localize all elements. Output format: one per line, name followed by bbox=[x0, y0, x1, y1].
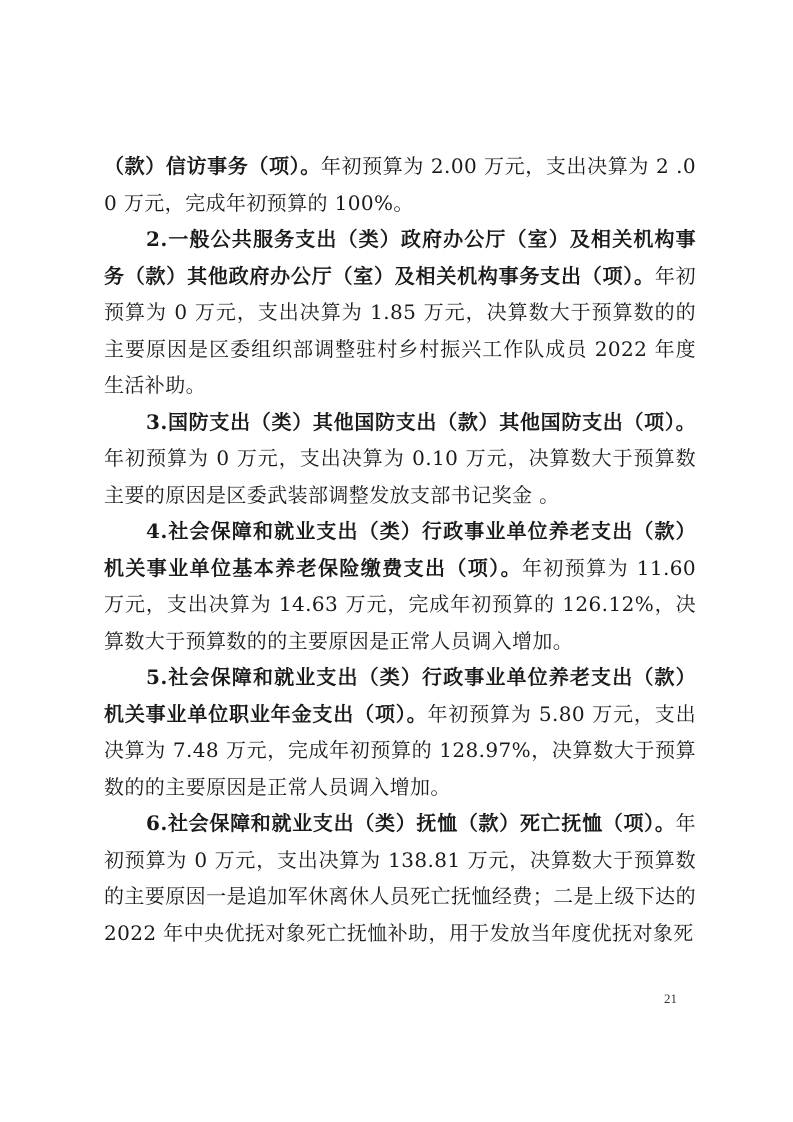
item-description: 年初预算为 0 万元，支出决算为 0.10 万元，决算数大于预算数主要的原因是区委武装部调整发放支部书记奖金 。 bbox=[104, 446, 696, 507]
paragraph-item-3 bbox=[104, 404, 696, 514]
item-heading: 2.一般公共服务支出（类）政府办公厅（室）及相关机构事务（款）其他政府办公厅（室）及相关机构事务支出（项）。 bbox=[104, 227, 696, 288]
page-number: 21 bbox=[664, 991, 677, 1006]
item-heading: 4.社会保障和就业支出（类）行政事业单位养老支出（款）机关事业单位基本养老保险缴费支出（项）。 bbox=[104, 519, 696, 580]
item-heading: 6.社会保障和就业支出（类）抚恤（款）死亡抚恤（项）。 bbox=[146, 811, 676, 835]
item-heading: 3.国防支出（类）其他国防支出（款）其他国防支出（项）。 bbox=[146, 409, 696, 434]
paragraph-xinfang bbox=[104, 148, 696, 221]
paragraph-item-2 bbox=[104, 221, 696, 404]
paragraph-item-4 bbox=[104, 513, 696, 659]
item-heading: （款）信访事务（项）。 bbox=[104, 154, 321, 178]
body-text bbox=[104, 148, 696, 951]
item-description: 年初预算为 2.00 万元，支出决算为 2 .00 万元，完成年初预算的 100%。 bbox=[104, 154, 696, 215]
item-description: 年初预算为 11.60 万元，支出决算为 14.63 万元，完成年初预算的 126.12%，决算数大于预算数的的主要原因是正常人员调入增加。 bbox=[104, 555, 697, 653]
paragraph-item-5 bbox=[104, 659, 696, 805]
item-description: 年初预算为 0 万元，支出决算为 138.81 万元，决算数大于预算数的主要原因一是追加军休离休人员死亡抚恤经费；二是上级下达的 2022 年中央优抚对象死亡抚恤补助，用于发放当年度优抚对象死 bbox=[104, 811, 696, 945]
item-heading: 5.社会保障和就业支出（类）行政事业单位养老支出（款）机关事业单位职业年金支出（项）。 bbox=[104, 665, 696, 726]
paragraph-item-6 bbox=[104, 805, 696, 951]
item-description: 年初预算为 0 万元，支出决算为 1.85 万元，决算数大于预算数的的主要原因是区委组织部调整驻村乡村振兴工作队成员 2022 年度生活补助。 bbox=[104, 263, 696, 397]
item-description: 年初预算为 5.80 万元，支出决算为 7.48 万元，完成年初预算的 128.97%，决算数大于预算数的的主要原因是正常人员调入增加。 bbox=[104, 701, 696, 799]
